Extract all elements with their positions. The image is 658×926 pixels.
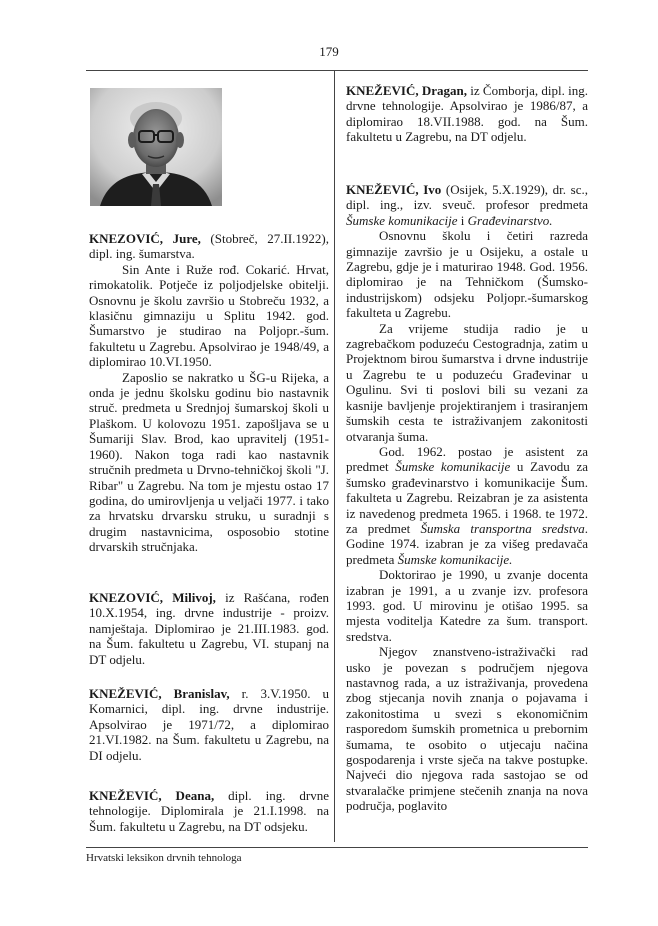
entry-intro: (Osijek, 5.X.1929), dr. sc., dipl. ing., izv. sveuč. profesor predmeta (346, 182, 588, 213)
entry-text: dipl. ing. drvne tehnologije. Diplomirala je 21.I.1998. na Šum. fakultetu u Zagrebu, na DT odsjeku. (89, 788, 329, 834)
entry-paragraph: Zaposlio se nakratko u ŠG-u Rijeka, a onda je jednu školsku godinu bio nastavnik struč. predmeta u Srednjoj šumarskoj školi u Plaškom. U kolovozu 1951. zapošljava se u Šumariji Slav. Brod, kao upravitelj (1951-1960). Nakon toga radi kao nastavnik stručnih predmeta u Drvno-tehničkoj školi "J. Ribar" u Zagrebu. Na tom je mjestu ostao 17 godina, do umirovljenja u veljači 1977. i tako za hrvatsku drvarsku struku, u suradnji s drugim nastavnicima, osposobio stotine drvarskih stručnjaka. (89, 369, 329, 555)
page-number: 179 (319, 44, 339, 59)
subject-name: Šumske komunikacije. (397, 551, 513, 567)
subject-name: Šumska transportna sredstva (420, 520, 585, 536)
entry-paragraph (346, 444, 588, 567)
entry-paragraph: Doktorirao je 1990, u zvanje docenta izabran je 1991, a u zvanje izv. profesora 1993. god. U mirovinu je otišao 1995. sa mjesta voditelja Katedre za šum. transport. sredstva. (346, 567, 588, 644)
portrait-photo (90, 88, 222, 206)
column-divider (334, 70, 335, 842)
entry-knezevic-deana (89, 788, 329, 834)
entry-knezovic-milivoj (89, 590, 329, 667)
subject-name: Građevinarstvo. (467, 212, 553, 228)
entry-text: r. 3.V.1950. u Komarnici, dipl. ing. drvne industrije. Apsolvirao je 1971/72, a diplomirao 21.VI.1982. na Šum. fakultetu u Zagrebu, na DI odjelu. (89, 686, 329, 763)
entry-name: KNEŽEVIĆ, Deana, (89, 788, 215, 803)
footer-rule (86, 847, 588, 848)
text-run: God. 1962. postao je asistent za predmet (346, 443, 588, 475)
footer-title: Hrvatski leksikon drvnih tehnologa (86, 852, 242, 864)
entry-name: KNEŽEVIĆ, Dragan, (346, 83, 467, 98)
text-run: . Godine 1974. izabran je za višeg predavača predmeta (346, 520, 588, 567)
entry-intro: (Stobreč, 27.II.1922), dipl. ing. šumarstva. (89, 231, 329, 262)
entry-paragraph: Sin Ante i Ruže rođ. Cokarić. Hrvat, rimokatolik. Potječe iz poljodjelske obitelji. Osnovnu je školu završio u Stobreču 1932, a klasičnu gimnaziju u Splitu 1942. god. Šumarstvo je studirao na Poljopr.-šum. fakultetu u Zagrebu. Apsolvirao je 1948/49, a diplomirao 10.VI.1950. (89, 261, 329, 370)
entry-knezevic-dragan (346, 83, 588, 145)
text-run: u Zavodu za šumsko građevinarstvo i komunikacije Šum. fakulteta u Zagrebu. Reizabran je za asistenta iz navedenog predmeta 1965. i 1968. te 1972. za predmet (346, 459, 588, 536)
entry-knezovic-jure (89, 231, 329, 555)
entry-paragraph: Osnovnu školu i četiri razreda gimnazije završio je u Osijeku, a ostale u Zagrebu, gdje je i maturirao 1948. God. 1956. diplomirao je na Tehničkom (Šumsko-industrijskom) odsjeku Poljopr.-šumarskog fakulteta u Zagrebu. (346, 228, 588, 321)
entry-text: iz Rašćana, rođen 10.X.1954, ing. drvne industrije - proizv. namještaja. Diplomirao je 21.III.1983. god. na Šum. fakultetu u Zagrebu, VI. stupanj na DT odjelu. (89, 590, 329, 667)
subject-name: Šumske komunikacije (395, 459, 511, 475)
entry-name: KNEZOVIĆ, Jure, (89, 231, 201, 246)
entry-knezevic-ivo (346, 182, 588, 814)
entry-name: KNEŽEVIĆ, Branislav, (89, 686, 230, 701)
portrait-illustration (90, 88, 222, 206)
subject-name: Šumske komunikacije (346, 212, 458, 228)
header-rule (86, 70, 588, 71)
entry-paragraph: Za vrijeme studija radio je u zagrebačkom poduzeću Cestogradnja, zatim u Projektnom birou šumarstva i drvne industrije u Zagrebu te u poduzeću Građevinar u Ogulinu. Svi ti poslovi bili su vezani za kasnije bavljenje projektiranjem i trasiranjem šumskih cesta te istraživanjem zakonitosti otvaranja šuma. (346, 320, 588, 444)
entry-knezevic-branislav (89, 686, 329, 763)
entry-name: KNEŽEVIĆ, Ivo (346, 182, 442, 197)
entry-paragraph: Njegov znanstveno-istraživački rad usko je povezan s područjem njegova nastavnog rada, a uz istraživanja, provedena zbog stjecanja novih znanja o pojavama i zakonitostima u svezi s ekonomičnim rasporedom šumskih prometnica u prebornim šumama, te osobito o utjecaju načina gospodarenja i vrste sječa na takve postupke. Najveći dio njegova rada sastojao se od stvaralačke primjene stečenih znanja na nova područja, poglavito (346, 644, 588, 814)
entry-name: KNEZOVIĆ, Milivoj, (89, 590, 216, 605)
entry-text: iz Čomborja, dipl. ing. drvne tehnologije. Apsolvirao je 1986/87, a diplomirao 18.VII.1988. god. na Šum. fakultetu u Zagrebu, na DT odjelu. (346, 83, 588, 145)
conjunction: i (457, 212, 468, 228)
